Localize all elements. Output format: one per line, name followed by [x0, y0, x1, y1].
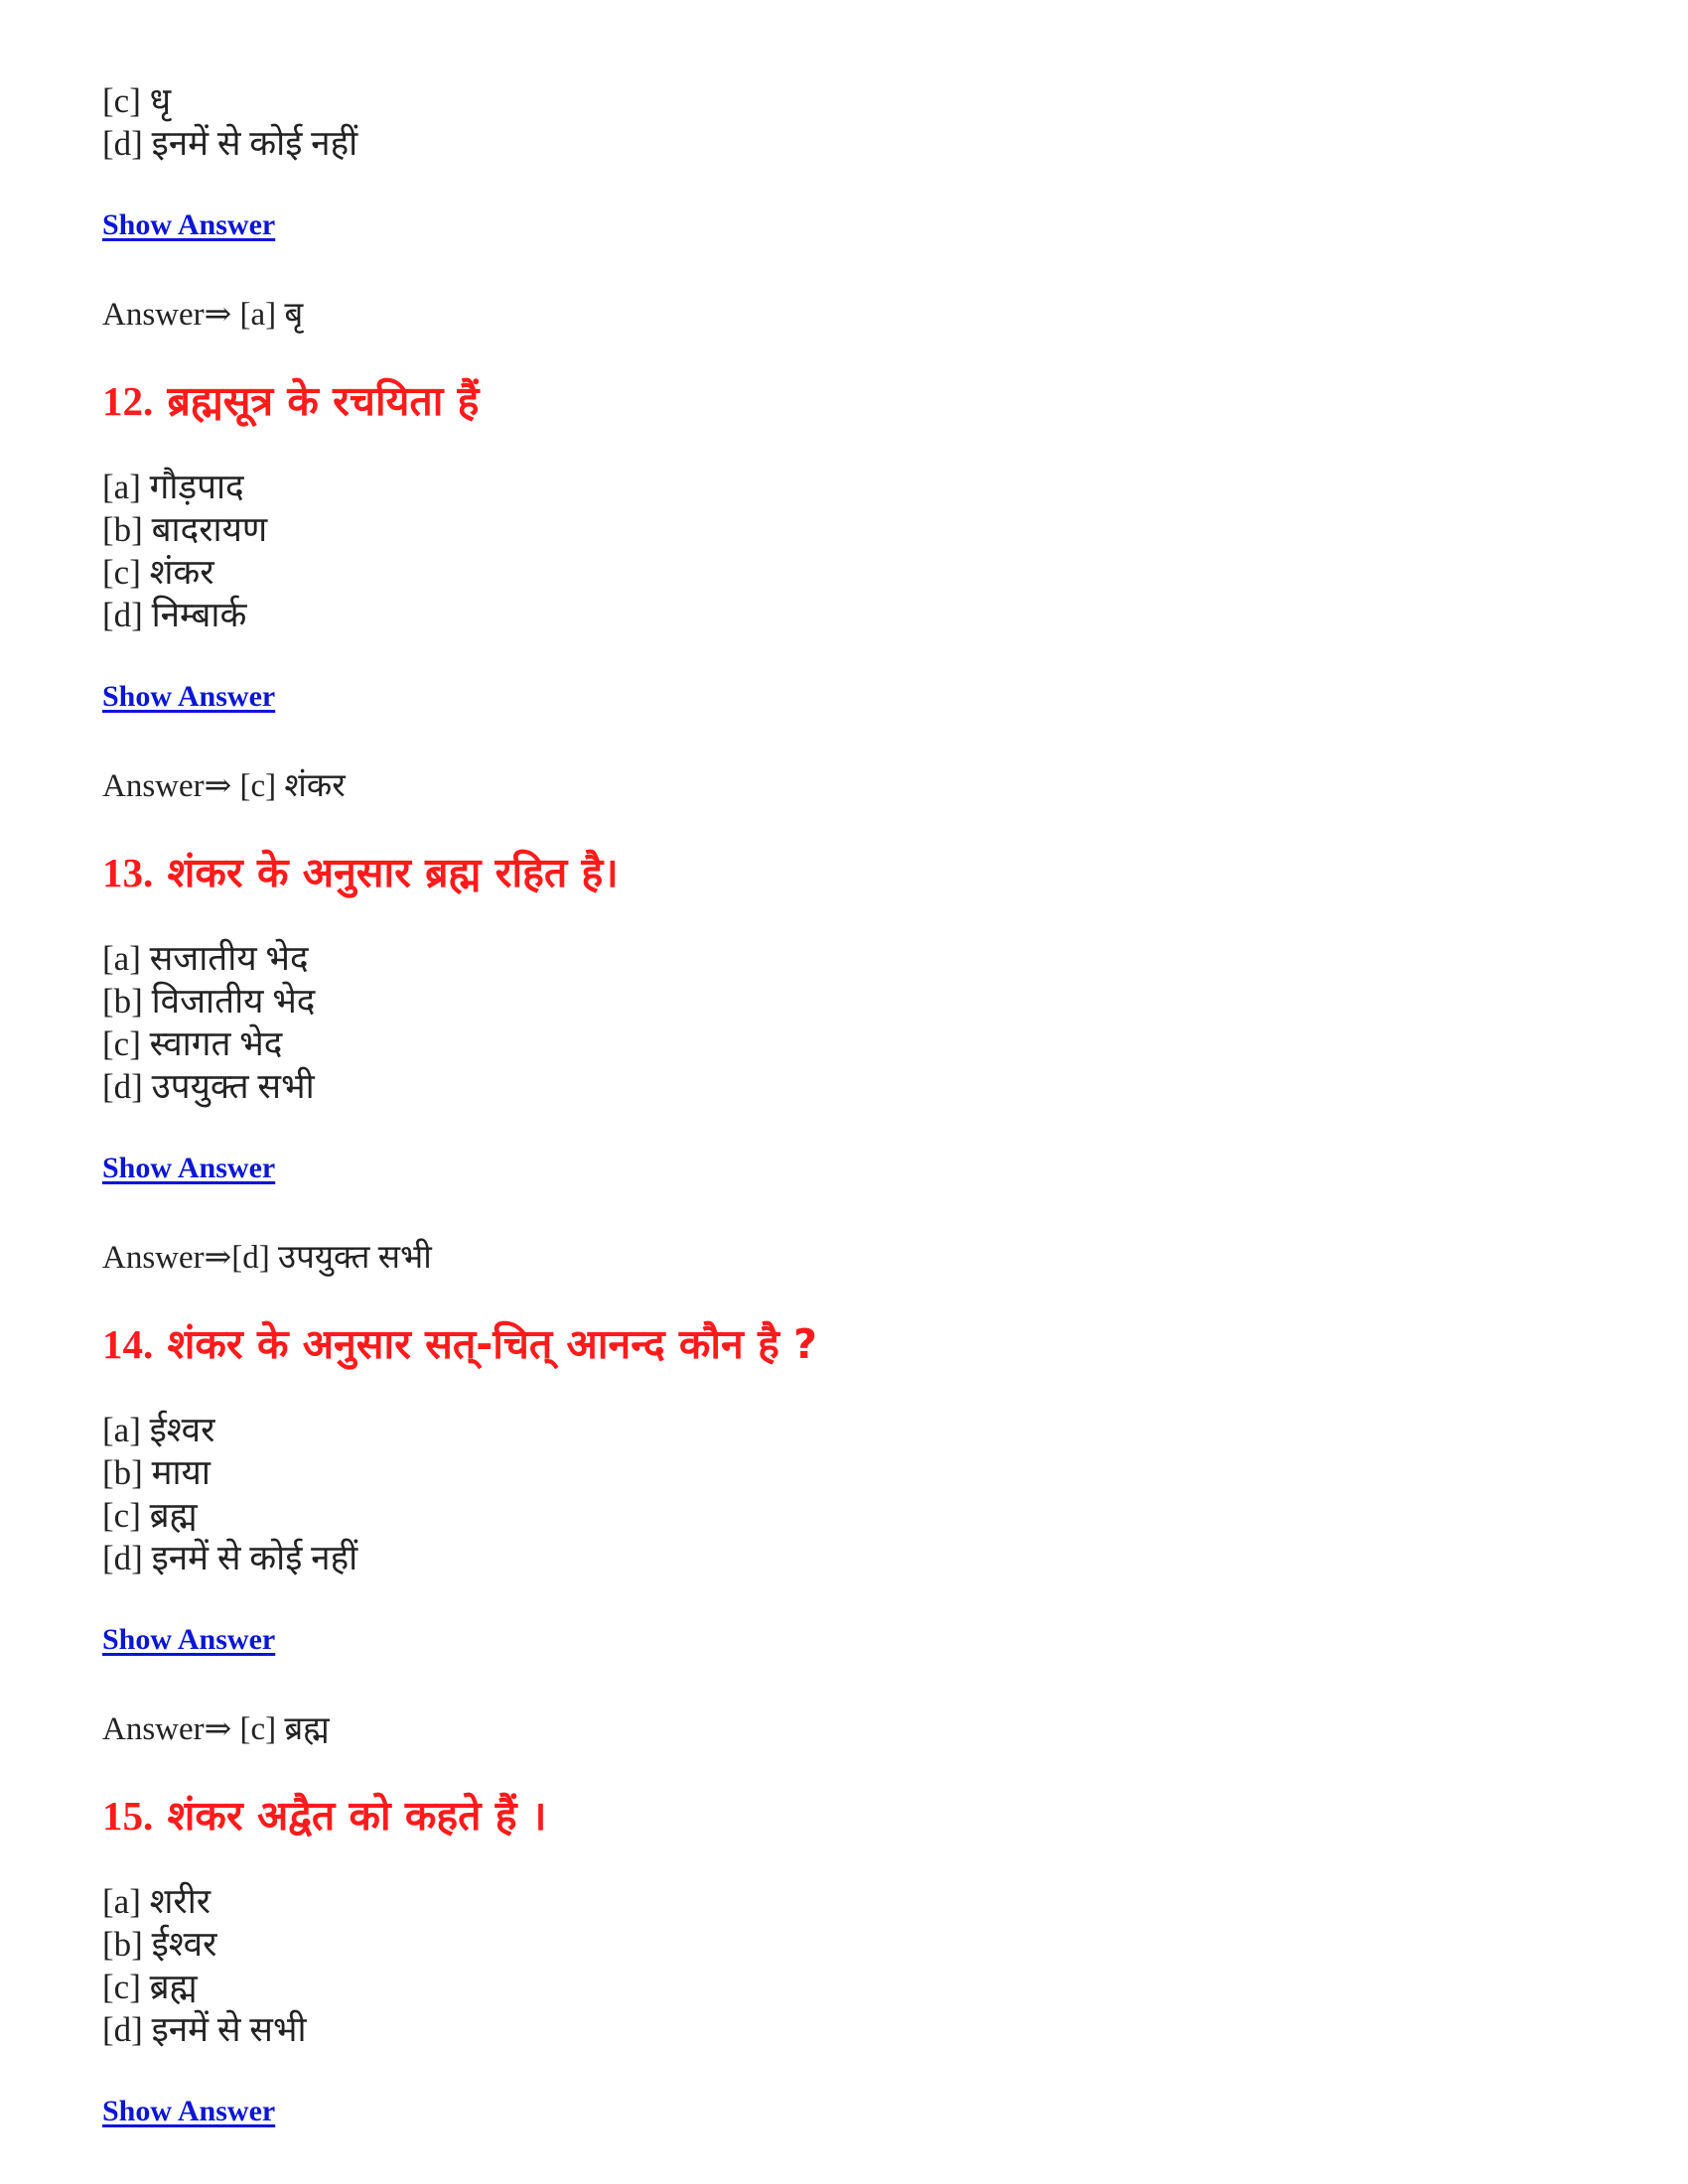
- option-key: [b]: [102, 1925, 143, 1964]
- option-c: [102, 1494, 1592, 1537]
- question-number: 12.: [102, 378, 154, 424]
- option-key: [d]: [102, 1067, 143, 1106]
- quiz-page: [102, 79, 1592, 2128]
- option-text: सजातीय भेद: [149, 939, 309, 978]
- question-title: [102, 844, 1592, 899]
- option-a: [102, 937, 1592, 980]
- question-title: [102, 372, 1592, 428]
- answer-text: Answer⇒ [c] ब्रह्म: [102, 1711, 330, 1747]
- option-key: [a]: [102, 1411, 141, 1449]
- option-key: [b]: [102, 1453, 143, 1492]
- option-c: [102, 1966, 1592, 2008]
- question-number: 13.: [102, 850, 154, 895]
- option-key: [a]: [102, 939, 141, 978]
- option-d: [102, 594, 1592, 636]
- question-number: 15.: [102, 1793, 154, 1839]
- option-text: शरीर: [149, 1882, 211, 1921]
- option-key: [d]: [102, 2010, 143, 2049]
- option-text: धृ: [149, 81, 172, 120]
- question-13: [102, 844, 1592, 1278]
- option-b: [102, 980, 1592, 1023]
- option-c: [102, 551, 1592, 594]
- option-text: विजातीय भेद: [151, 982, 316, 1021]
- option-text: ईश्वर: [149, 1411, 215, 1449]
- question-12: [102, 372, 1592, 806]
- option-a: [102, 466, 1592, 508]
- question-14: [102, 1315, 1592, 1749]
- question-number: 14.: [102, 1321, 154, 1367]
- question-text: ब्रह्मसूत्र के रचयिता हैं: [167, 377, 480, 425]
- option-key: [d]: [102, 124, 143, 163]
- question-text: शंकर के अनुसार सत्-चित् आनन्द कौन है ?: [167, 1320, 817, 1368]
- option-text: निम्बार्क: [151, 596, 247, 634]
- option-text: गौड़पाद: [149, 468, 244, 506]
- option-d: [102, 122, 1592, 165]
- show-answer-link[interactable]: Show Answer: [102, 2095, 276, 2127]
- option-b: [102, 508, 1592, 551]
- answer-text: Answer⇒ [a] बृ: [102, 297, 304, 333]
- option-text: इनमें से कोई नहीं: [151, 124, 358, 163]
- option-c: [102, 1023, 1592, 1065]
- option-text: ब्रह्म: [149, 1968, 198, 2006]
- show-answer-link[interactable]: Show Answer: [102, 680, 276, 713]
- option-text: शंकर: [149, 553, 214, 592]
- show-answer-link[interactable]: Show Answer: [102, 1152, 276, 1184]
- option-key: [a]: [102, 468, 141, 506]
- question-title: [102, 1315, 1592, 1371]
- question-11-continuation: [102, 79, 1592, 335]
- show-answer-link[interactable]: Show Answer: [102, 208, 276, 241]
- option-a: [102, 1880, 1592, 1923]
- option-key: [b]: [102, 982, 143, 1021]
- option-text: माया: [151, 1453, 211, 1492]
- option-text: उपयुक्त सभी: [151, 1067, 315, 1106]
- option-text: ब्रह्म: [149, 1496, 198, 1535]
- option-key: [c]: [102, 553, 141, 592]
- show-answer-link[interactable]: Show Answer: [102, 1623, 276, 1656]
- option-d: [102, 2008, 1592, 2051]
- option-key: [c]: [102, 1024, 141, 1063]
- option-c: [102, 79, 1592, 122]
- option-d: [102, 1065, 1592, 1108]
- option-d: [102, 1537, 1592, 1579]
- question-15: [102, 1787, 1592, 2128]
- option-text: इनमें से सभी: [151, 2010, 307, 2049]
- question-text: शंकर के अनुसार ब्रह्म रहित है।: [167, 849, 619, 896]
- answer-text: Answer⇒ [c] शंकर: [102, 768, 346, 804]
- option-text: स्वागत भेद: [149, 1024, 283, 1063]
- option-key: [b]: [102, 510, 143, 549]
- option-text: इनमें से कोई नहीं: [151, 1539, 358, 1577]
- option-text: बादरायण: [151, 510, 268, 549]
- option-key: [a]: [102, 1882, 141, 1921]
- option-b: [102, 1923, 1592, 1966]
- option-a: [102, 1409, 1592, 1451]
- question-text: शंकर अद्वैत को कहते हैं ।: [167, 1792, 547, 1840]
- option-key: [d]: [102, 1539, 143, 1577]
- option-key: [c]: [102, 1496, 141, 1535]
- question-title: [102, 1787, 1592, 1843]
- option-key: [c]: [102, 81, 141, 120]
- option-b: [102, 1451, 1592, 1494]
- option-key: [d]: [102, 596, 143, 634]
- answer-text: Answer⇒[d] उपयुक्त सभी: [102, 1240, 432, 1276]
- option-key: [c]: [102, 1968, 141, 2006]
- option-text: ईश्वर: [151, 1925, 217, 1964]
